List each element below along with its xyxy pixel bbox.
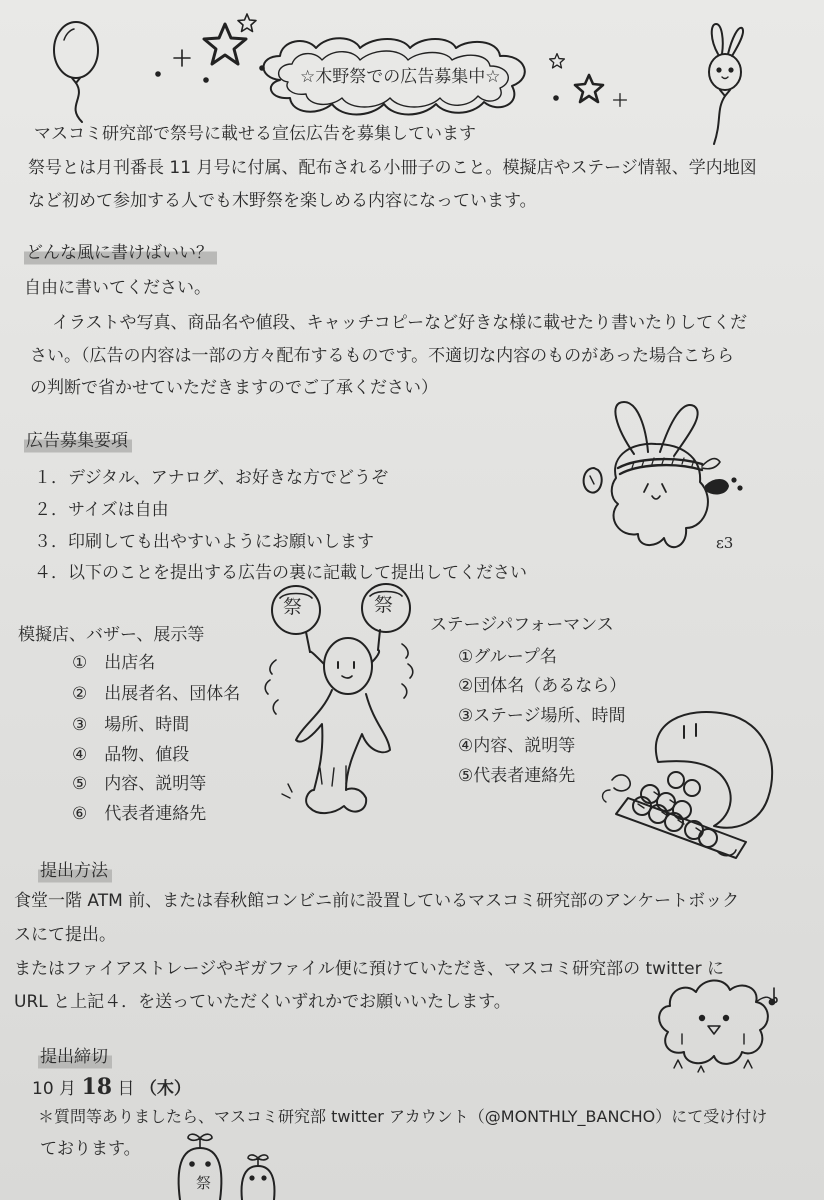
booth-item-3: ③ 場所、時間 bbox=[72, 715, 190, 735]
submit-line-3: またはファイアストレージやギガファイル便に預けていただき、マスコミ研究部の twitter に bbox=[14, 959, 724, 979]
creature-takoyaki-illustration bbox=[596, 702, 786, 862]
section-heading-submit bbox=[38, 858, 112, 884]
requirement-item-1: １．デジタル、アナログ、お好きな方でどうぞ bbox=[34, 468, 388, 488]
section-heading-how bbox=[24, 240, 217, 266]
how-line-1: 自由に書いてください。 bbox=[24, 278, 211, 298]
dots-icon bbox=[550, 80, 590, 110]
deadline-line-1: ＊質問等ありましたら、マスコミ研究部 twitter アカウント（@MONTHLY_BANCHO）にて受け付け bbox=[38, 1107, 768, 1126]
fluffy-chick-illustration bbox=[648, 972, 798, 1082]
booth-item-6: ⑥ 代表者連絡先 bbox=[72, 804, 207, 824]
stage-item-4: ④内容、説明等 bbox=[458, 736, 576, 756]
deadline-day-suffix: 日 bbox=[117, 1079, 135, 1099]
how-line-2: イラストや写真、商品名や値段、キャッチコピーなど好きな様に載せたり書いたりしてくだ bbox=[52, 313, 748, 333]
bunny-balloon-icon bbox=[692, 20, 762, 150]
stage-item-1: ①グループ名 bbox=[458, 647, 557, 667]
rabbit-cheek-mark: ε3 bbox=[716, 534, 734, 552]
submit-line-1: 食堂一階 ATM 前、または春秋館コンビニ前に設置しているマスコミ研究部のアンケートボック bbox=[14, 891, 740, 911]
intro-line-1: マスコミ研究部で祭号に載せる宣伝広告を募集しています bbox=[34, 124, 476, 144]
deadline-date bbox=[32, 1072, 191, 1104]
dancing-figure-illustration bbox=[262, 584, 432, 844]
stage-heading: ステージパフォーマンス bbox=[430, 615, 614, 635]
requirement-item-4: ４．以下のことを提出する広告の裏に記載して提出してください bbox=[34, 563, 527, 583]
sprout-character-label: 祭 bbox=[196, 1174, 212, 1192]
heading-highlight: 広告募集要項 bbox=[24, 428, 132, 454]
how-line-3: さい。（広告の内容は一部の方々配布するものです。不適切な内容のものがあった場合こちら bbox=[30, 346, 734, 366]
deadline-month: 10 月 bbox=[32, 1079, 77, 1099]
page-title: ☆木野祭での広告募集中☆ bbox=[300, 67, 501, 87]
sprout-characters-illustration bbox=[164, 1120, 294, 1200]
section-heading-deadline bbox=[38, 1044, 112, 1070]
balloon-icon bbox=[46, 18, 116, 128]
heading-highlight: 提出方法 bbox=[38, 858, 112, 884]
fan-left-label: 祭 bbox=[283, 596, 303, 618]
fan-right-label: 祭 bbox=[374, 594, 394, 616]
booth-item-1: ① 出店名 bbox=[72, 653, 156, 673]
stage-item-2: ②団体名（あるなら） bbox=[458, 676, 627, 696]
booth-item-4: ④ 品物、値段 bbox=[72, 745, 190, 765]
heading-highlight: 提出締切 bbox=[38, 1044, 112, 1070]
deadline-weekday: （木） bbox=[139, 1079, 191, 1099]
booth-item-5: ⑤ 内容、説明等 bbox=[72, 774, 207, 794]
submit-line-4: URL と上記４．を送っていただくいずれかでお願いいたします。 bbox=[14, 992, 511, 1012]
deadline-day: 18 bbox=[81, 1074, 113, 1100]
deadline-line-2: ております。 bbox=[40, 1139, 141, 1159]
sparkle-plus-icon bbox=[612, 92, 628, 108]
intro-line-3: など初めて参加する人でも木野祭を楽しめる内容になっています。 bbox=[28, 191, 537, 211]
how-line-4: の判断で省かせていただきますのでご了承ください） bbox=[30, 378, 438, 398]
star-small-icon bbox=[548, 52, 566, 70]
stage-item-5: ⑤代表者連絡先 bbox=[458, 766, 576, 786]
requirement-item-3: ３．印刷しても出やすいようにお願いします bbox=[34, 532, 374, 552]
heading-highlight: どんな風に書けばいい？ bbox=[24, 240, 217, 266]
requirement-item-2: ２．サイズは自由 bbox=[34, 500, 169, 520]
intro-line-2: 祭号とは月刊番長 11 月号に付属、配布される小冊子のこと。模擬店やステージ情報、学内地図 bbox=[28, 158, 757, 178]
stage-item-3: ③ステージ場所、時間 bbox=[458, 706, 626, 726]
booth-item-2: ② 出展者名、団体名 bbox=[72, 684, 241, 704]
submit-line-2: スにて提出。 bbox=[14, 925, 116, 945]
section-heading-requirements bbox=[24, 428, 132, 454]
booth-heading: 模擬店、バザー、展示等 bbox=[18, 625, 205, 645]
